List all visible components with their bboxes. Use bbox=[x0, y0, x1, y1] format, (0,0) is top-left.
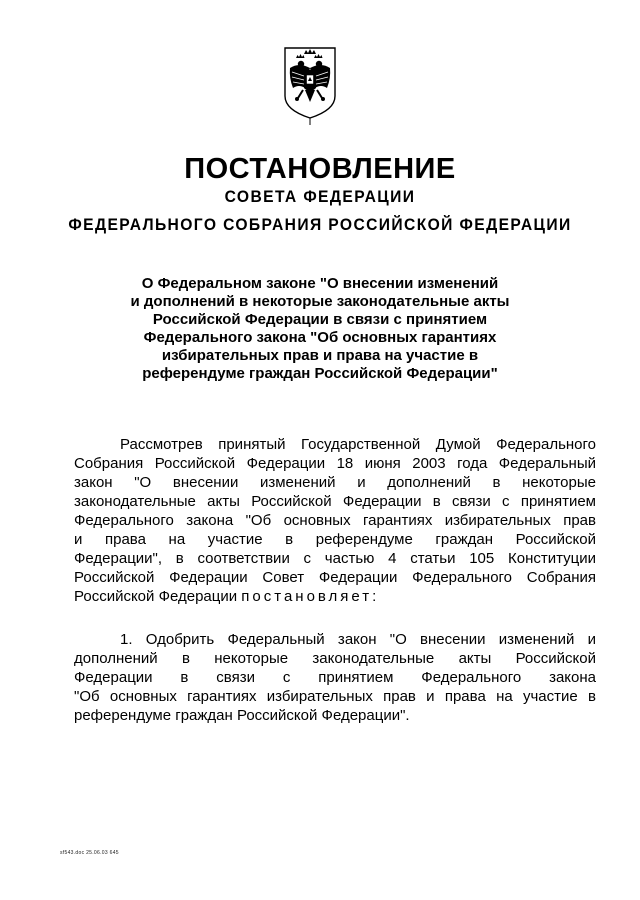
issuer-line-2: ФЕДЕРАЛЬНОГО СОБРАНИЯ РОССИЙСКОЙ ФЕДЕРАЦИИ bbox=[68, 215, 572, 234]
subject-line: референдуме граждан Российской Федерации" bbox=[142, 365, 498, 382]
resolution-item-1 bbox=[74, 630, 596, 725]
document-reference: sf543.doc 25.06.03 645 bbox=[60, 850, 119, 856]
body-line-prefix: Российской Федерации bbox=[74, 588, 242, 605]
body-line: законодательные акты Российской Федерации в связи с принятием bbox=[74, 493, 596, 510]
subject-line: избирательных прав и права на участие в bbox=[161, 347, 479, 364]
resolves-keyword: постановляет: bbox=[241, 588, 380, 605]
body-line-final bbox=[74, 587, 596, 606]
resolution-preamble bbox=[74, 435, 596, 606]
subject-line: Российской Федерации в связи с принятием bbox=[152, 311, 488, 328]
body-line: референдуме граждан Российской Федерации". bbox=[74, 707, 410, 724]
issuer-line-1: СОВЕТА ФЕДЕРАЦИИ bbox=[224, 187, 416, 206]
subject-line: Федерального закона "Об основных гарантиях bbox=[143, 329, 497, 346]
subject-line: О Федеральном законе "О внесении изменений bbox=[141, 275, 499, 292]
subject-line: и дополнений в некоторые законодательные акты bbox=[130, 293, 510, 310]
body-line: дополнений в некоторые законодательные акты Российской bbox=[74, 650, 596, 667]
body-line: Собрания Российской Федерации 18 июня 2003 года Федеральный bbox=[74, 455, 596, 472]
body-line: и права на участие в референдуме граждан Российской bbox=[74, 531, 596, 548]
body-line: закон "О внесении изменений и дополнений в некоторые bbox=[74, 474, 596, 491]
body-line: 1. Одобрить Федеральный закон "О внесении изменений и bbox=[120, 631, 596, 648]
document-subject bbox=[110, 275, 530, 383]
body-line: Рассмотрев принятый Государственной Думой Федерального bbox=[120, 436, 596, 453]
document-title: ПОСТАНОВЛЕНИЕ bbox=[184, 153, 456, 185]
body-line: "Об основных гарантиях избирательных прав и права на участие в bbox=[74, 688, 596, 705]
body-line: Федерации", в соответствии с частью 4 статьи 105 Конституции bbox=[74, 550, 596, 567]
coat-of-arms-icon bbox=[283, 44, 337, 126]
body-line: Российской Федерации Совет Федерации Федерального Собрания bbox=[74, 569, 596, 586]
body-line: Федерального закона "Об основных гарантиях избирательных прав bbox=[74, 512, 596, 529]
body-line: Федерации в связи с принятием Федерального закона bbox=[74, 669, 596, 686]
